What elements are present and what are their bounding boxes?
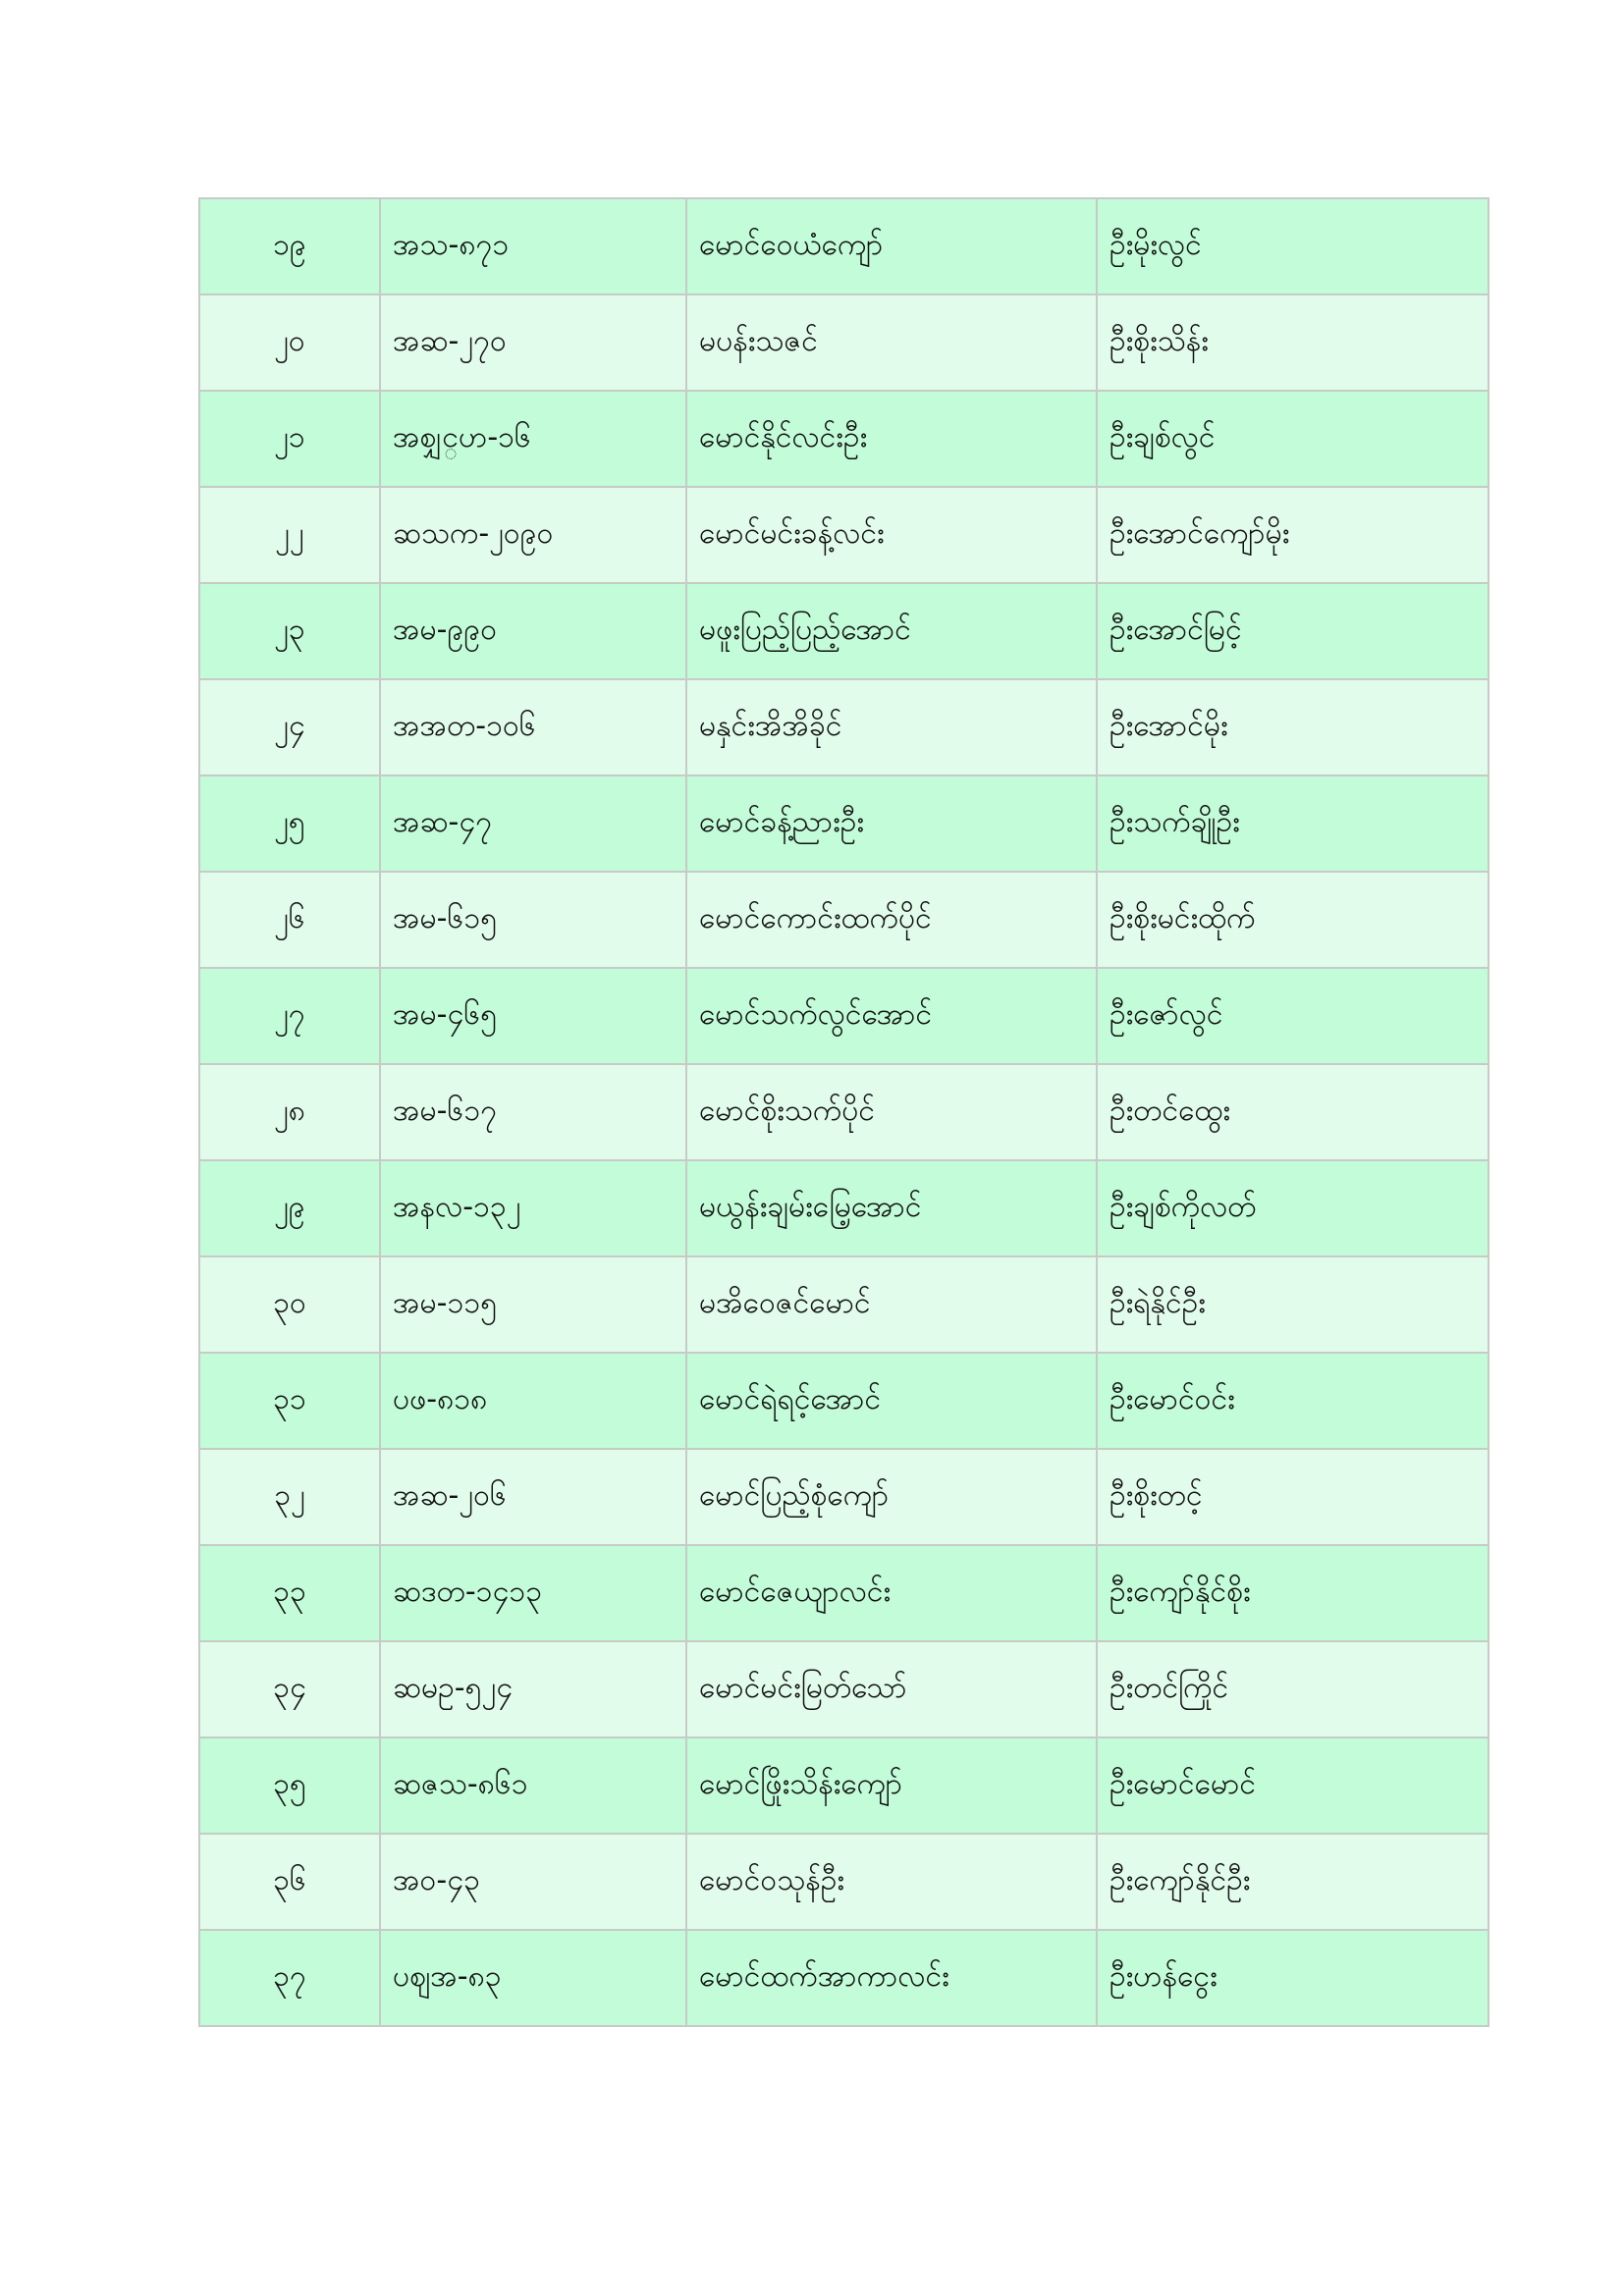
student-name: မပန်းသဇင် (686, 294, 1097, 391)
table-row (199, 1449, 1489, 1545)
registration-id: ပဖ-၈၁၈ (380, 1353, 686, 1449)
student-name: မအိဝေဇင်မောင် (686, 1256, 1097, 1353)
row-number: ၃၄ (199, 1641, 380, 1737)
father-name: ဦးစိုးသိန်း (1097, 294, 1489, 391)
row-number: ၃၁ (199, 1353, 380, 1449)
student-name: မဖူးပြည့်ပြည့်အောင် (686, 583, 1097, 679)
student-name: မောင်ကောင်းထက်ပိုင် (686, 872, 1097, 968)
table-row (199, 1160, 1489, 1256)
student-name: မောင်ရဲရင့်အောင် (686, 1353, 1097, 1449)
table-row (199, 294, 1489, 391)
table-row (199, 1545, 1489, 1641)
records-table (198, 197, 1489, 2027)
table-row (199, 1930, 1489, 2026)
table-row (199, 1737, 1489, 1834)
father-name: ဦးစိုးတင့် (1097, 1449, 1489, 1545)
father-name: ဦးတင်ထွေး (1097, 1064, 1489, 1160)
table-row (199, 1641, 1489, 1737)
row-number: ၁၉ (199, 198, 380, 294)
student-name: မယွန်းချမ်းမြေ့အောင် (686, 1160, 1097, 1256)
student-name: မောင်နိုင်လင်းဦး (686, 391, 1097, 487)
row-number: ၂၄ (199, 679, 380, 775)
row-number: ၃၇ (199, 1930, 380, 2026)
student-name: မောင်သက်လွင်အောင် (686, 968, 1097, 1064)
student-name: မောင်မင်းမြတ်သော် (686, 1641, 1097, 1737)
row-number: ၂၉ (199, 1160, 380, 1256)
student-name: မောင်ဝေယံကျော် (686, 198, 1097, 294)
row-number: ၂၃ (199, 583, 380, 679)
student-name: မောင်ခန့်ညားဦး (686, 775, 1097, 872)
father-name: ဦးကျော်နိုင်ဦး (1097, 1834, 1489, 1930)
registration-id: အမ-၆၁၇ (380, 1064, 686, 1160)
father-name: ဦးတင်ကြိုင် (1097, 1641, 1489, 1737)
table-row (199, 775, 1489, 872)
father-name: ဦးမောင်ဝင်း (1097, 1353, 1489, 1449)
registration-id: အဝ-၄၃ (380, 1834, 686, 1930)
father-name: ဦးချစ်ကိုလတ် (1097, 1160, 1489, 1256)
registration-id: ဆဇသ-၈၆၁ (380, 1737, 686, 1834)
registration-id: အမ-၁၁၅ (380, 1256, 686, 1353)
registration-id: အဆ-၂၀၆ (380, 1449, 686, 1545)
registration-id: အမ-၉၉၀ (380, 583, 686, 679)
father-name: ဦးစိုးမင်းထိုက် (1097, 872, 1489, 968)
table-row (199, 1256, 1489, 1353)
registration-id: အနလ-၁၃၂ (380, 1160, 686, 1256)
registration-id: အမ-၄၆၅ (380, 968, 686, 1064)
father-name: ဦးချစ်လွင် (1097, 391, 1489, 487)
row-number: ၂၆ (199, 872, 380, 968)
father-name: ဦးဟန်ငွေး (1097, 1930, 1489, 2026)
table-row (199, 1064, 1489, 1160)
father-name: ဦးအောင်မိုး (1097, 679, 1489, 775)
registration-id: ဆဒတ-၁၄၁၃ (380, 1545, 686, 1641)
table-row (199, 198, 1489, 294)
row-number: ၂၂ (199, 487, 380, 583)
father-name: ဦးရဲနိုင်ဦး (1097, 1256, 1489, 1353)
table-row (199, 487, 1489, 583)
father-name: ဦးမောင်မောင် (1097, 1737, 1489, 1834)
student-name: မောင်ထက်အာကာလင်း (686, 1930, 1097, 2026)
table-row (199, 679, 1489, 775)
row-number: ၂၀ (199, 294, 380, 391)
row-number: ၃၂ (199, 1449, 380, 1545)
registration-id: အစျှင္ဟ-၁၆ (380, 391, 686, 487)
registration-id: အမ-၆၁၅ (380, 872, 686, 968)
table-row (199, 1834, 1489, 1930)
table-row (199, 968, 1489, 1064)
registration-id: အဆ-၄၇ (380, 775, 686, 872)
father-name: ဦးအောင်မြင့် (1097, 583, 1489, 679)
table-row (199, 391, 1489, 487)
row-number: ၂၇ (199, 968, 380, 1064)
student-name: မောင်စိုးသက်ပိုင် (686, 1064, 1097, 1160)
father-name: ဦးမိုးလွင် (1097, 198, 1489, 294)
student-name: မောင်ဇေယျာလင်း (686, 1545, 1097, 1641)
table-row (199, 872, 1489, 968)
row-number: ၃၆ (199, 1834, 380, 1930)
table-row (199, 583, 1489, 679)
student-name: မနှင်းအိအိခိုင် (686, 679, 1097, 775)
father-name: ဦးသက်ချိုဦး (1097, 775, 1489, 872)
student-name: မောင်မင်းခန့်လင်း (686, 487, 1097, 583)
table-row (199, 1353, 1489, 1449)
row-number: ၃၅ (199, 1737, 380, 1834)
registration-id: ပဈအ-၈၃ (380, 1930, 686, 2026)
father-name: ဦးကျော်နိုင်စိုး (1097, 1545, 1489, 1641)
registration-id: အအတ-၁၀၆ (380, 679, 686, 775)
student-list-table (198, 197, 1488, 2027)
father-name: ဦးဇော်လွင် (1097, 968, 1489, 1064)
father-name: ဦးအောင်ကျော်မိုး (1097, 487, 1489, 583)
registration-id: အဆ-၂၇၀ (380, 294, 686, 391)
registration-id: ဆသက-၂၀၉၀ (380, 487, 686, 583)
student-name: မောင်ပြည့်စုံကျော် (686, 1449, 1097, 1545)
student-name: မောင်ဝသုန်ဦး (686, 1834, 1097, 1930)
row-number: ၃၃ (199, 1545, 380, 1641)
row-number: ၂၈ (199, 1064, 380, 1160)
row-number: ၂၁ (199, 391, 380, 487)
row-number: ၃၀ (199, 1256, 380, 1353)
student-name: မောင်ဖြိုးသိန်းကျော် (686, 1737, 1097, 1834)
row-number: ၂၅ (199, 775, 380, 872)
registration-id: ဆမဥ-၅၂၄ (380, 1641, 686, 1737)
table-body (199, 198, 1489, 2026)
registration-id: အသ-၈၇၁ (380, 198, 686, 294)
